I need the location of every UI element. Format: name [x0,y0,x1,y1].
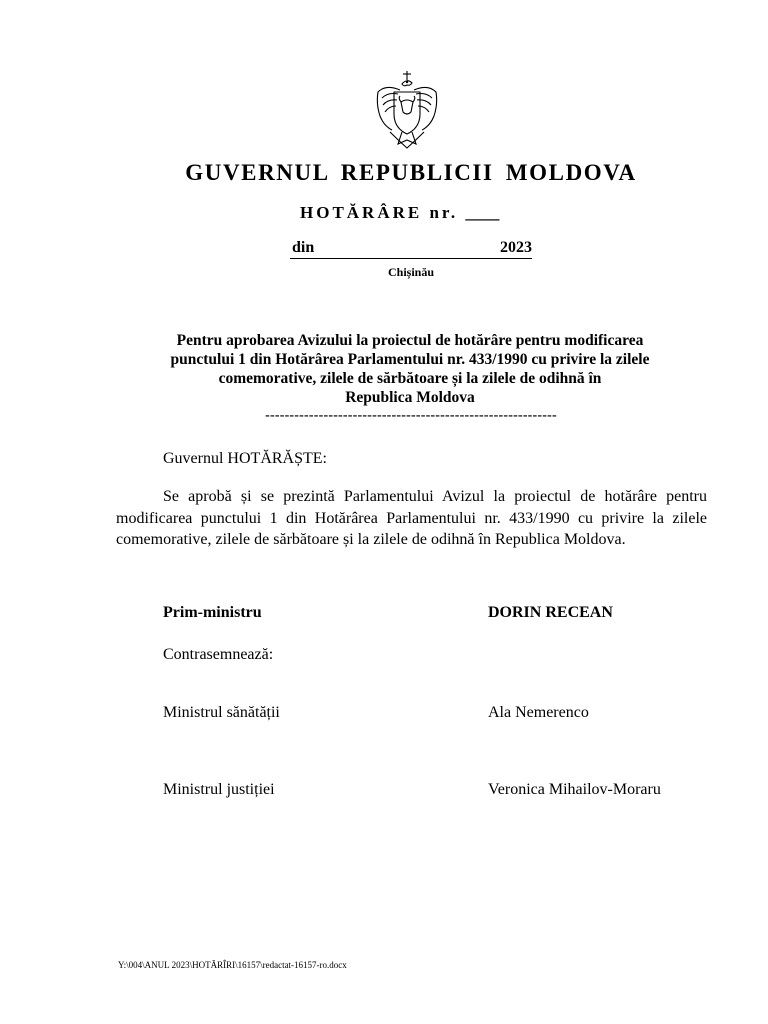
decision-paragraph: Se aprobă și se prezintă Parlamentului Avizul la proiectul de hotărâre pentru modificarea punctului 1 din Hotărârea Parlamentului nr. 433/1990 cu privire la zilele comemorative, zilele de sărbătoare și la zilele de odihnă în Republica Moldova. [116,488,707,548]
subject-line: Republica Moldova [345,389,475,406]
justice-minister-title: Ministrul justiției [163,781,275,798]
decision-number-blank: ____ [465,203,500,222]
date-line [290,239,532,259]
pm-name: DORIN RECEAN [488,604,613,621]
subject-line: Pentru aprobarea Avizului la proiectul de hotărâre pentru modificarea [176,332,644,349]
justice-minister-name: Veronica Mihailov-Moraru [488,781,661,798]
countersign-label: Contrasemnează: [163,646,274,663]
health-minister-name: Ala Nemerenco [488,704,589,721]
subject-line: punctului 1 din Hotărârea Parlamentului nr. 433/1990 cu privire la zilele [170,351,650,368]
government-title: GUVERNUL REPUBLICII MOLDOVA [185,160,637,185]
separator: ------------------------------------------------------------ [265,408,557,423]
decision-label: HOTĂRÂRE nr. [300,203,459,222]
date-year: 2023 [500,239,532,256]
city: Chișinău [387,265,435,279]
subject-title [125,331,695,407]
date-prefix: din [292,239,315,256]
subject-line: comemorative, zilele de sărbătoare și la zilele de odihnă în [218,370,602,387]
health-minister-title: Ministrul sănătății [163,704,280,721]
coat-of-arms-icon [372,70,442,152]
pm-title: Prim-ministru [163,604,262,621]
file-path-footer: Y:\004\ANUL 2023\HOTĂRÎRI\16157\redactat-16157-ro.docx [118,960,347,970]
decision-title [300,203,499,223]
decides-heading: Guvernul HOTĂRĂȘTE: [163,450,327,467]
